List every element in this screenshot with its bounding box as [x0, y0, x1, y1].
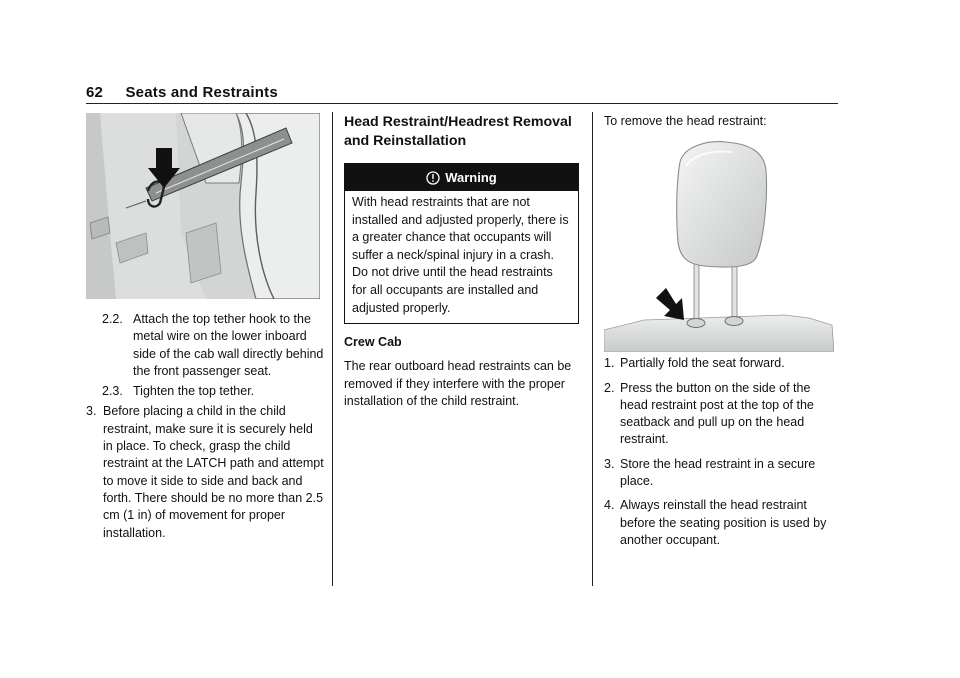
- removal-step-2: [604, 380, 840, 449]
- removal-step-4: [604, 497, 840, 549]
- tether-hook-illustration: [86, 113, 320, 299]
- head-restraint-illustration: [604, 140, 834, 352]
- section-title: Seats and Restraints: [125, 84, 278, 101]
- step-text: Always reinstall the head restraint before the seating position is used by another occupant.: [620, 498, 827, 547]
- step-2-2: [86, 311, 324, 380]
- removal-intro: To remove the head restraint:: [604, 114, 767, 128]
- step-text: Partially fold the seat forward.: [620, 356, 785, 371]
- step-number: 2.3.: [102, 384, 123, 399]
- column-divider-2: [592, 112, 593, 586]
- warning-icon: [426, 171, 440, 185]
- column-3: [604, 113, 840, 556]
- crew-cab-paragraph: The rear outboard head restraints can be removed if they interfere with the proper installation of the child restraint.: [344, 359, 572, 409]
- column-2: [344, 113, 579, 410]
- step-number: 2.: [604, 380, 615, 395]
- warning-text: With head restraints that are not installed and adjusted properly, there is a greater chance that occupants will suffer a neck/spinal injury in a crash. Do not drive until the head restraints for all occupants are installed and adjusted properly.: [352, 195, 569, 315]
- removal-steps: [604, 355, 840, 549]
- subheading-crew-cab: Crew Cab: [344, 335, 402, 350]
- step-number: 1.: [604, 356, 615, 371]
- warning-header: [345, 164, 578, 191]
- step-text: Before placing a child in the child restraint, make sure it is securely held in place. To check, grasp the child restraint at the LATCH path and attempt to move it side to side and back and forth. There should be no more than 2.5 cm (1 in) of movement for proper installation.: [103, 404, 324, 540]
- step-text: Press the button on the side of the head restraint post at the top of the seatback and pull up on the head restraint.: [620, 380, 814, 447]
- step-text: Tighten the top tether.: [133, 384, 255, 399]
- section-heading: Head Restraint/Headrest Removal and Reinstallation: [344, 114, 572, 149]
- step-3: [86, 403, 324, 541]
- page-header: [86, 84, 278, 101]
- step-number: 2.2.: [102, 312, 123, 326]
- warning-box: [344, 163, 579, 324]
- warning-label: Warning: [445, 169, 497, 185]
- removal-step-3: [604, 456, 840, 491]
- removal-step-1: [604, 355, 840, 372]
- page-number: 62: [86, 84, 104, 101]
- step-number: 3.: [604, 456, 615, 471]
- column-divider-1: [332, 112, 333, 586]
- header-rule: [86, 103, 838, 104]
- step-number: 3.: [86, 404, 97, 419]
- column-1-text: [86, 311, 324, 545]
- step-number: 4.: [604, 498, 615, 513]
- step-text: Store the head restraint in a secure place.: [620, 456, 816, 489]
- step-text: Attach the top tether hook to the metal wire on the lower inboard side of the cab wall directly behind the front passenger seat.: [133, 312, 324, 378]
- step-2-3: [86, 383, 324, 400]
